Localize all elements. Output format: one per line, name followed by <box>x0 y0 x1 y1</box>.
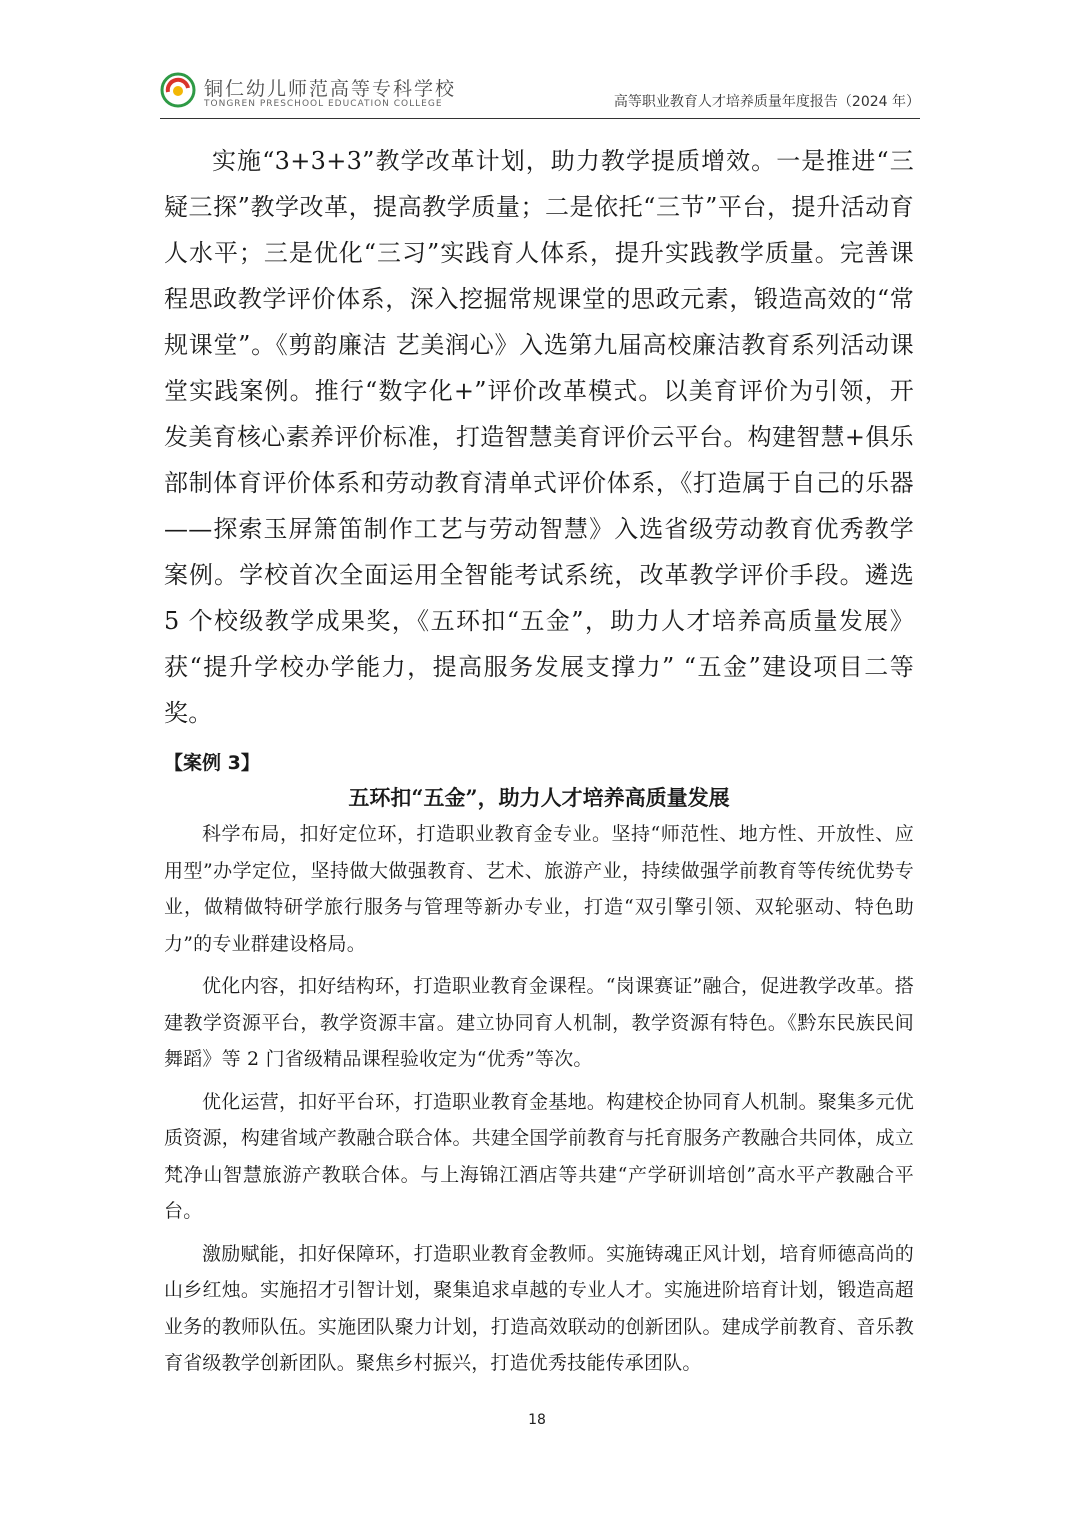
school-name-en: TONGREN PRESCHOOL EDUCATION COLLEGE <box>204 99 443 109</box>
case-paragraph: 优化内容，扣好结构环，打造职业教育金课程。“岗课赛证”融合，促进教学改革。搭建教学资源平台，教学资源丰富。建立协同育人机制，教学资源有特色。《黔东民族民间舞蹈》等 2 门省级精品课程验收定为“优秀”等次。 <box>164 975 914 1070</box>
main-body <box>164 138 914 736</box>
school-name-cn: 铜仁幼儿师范高等专科学校 <box>204 78 457 100</box>
case-body <box>164 816 914 1388</box>
page-header <box>160 70 920 119</box>
case-title: 五环扣“五金”，助力人才培养高质量发展 <box>348 785 730 810</box>
case-label: 【案例 3】 <box>164 752 260 774</box>
case-paragraph: 优化运营，扣好平台环，打造职业教育金基地。构建校企协同育人机制。聚集多元优质资源，构建省域产教融合联合体。共建全国学前教育与托育服务产教融合共同体，成立梵净山智慧旅游产教联合体。与上海锦江酒店等共建“产学研训培创”高水平产教融合平台。 <box>164 1090 914 1222</box>
case-paragraph: 激励赋能，扣好保障环，打造职业教育金教师。实施铸魂正风计划，培育师德高尚的山乡红烛。实施招才引智计划，聚集追求卓越的专业人才。实施进阶培育计划，锻造高超业务的教师队伍。实施团队聚力计划，打造高效联动的创新团队。建成学前教育、音乐教育省级教学创新团队。聚焦乡村振兴，打造优秀技能传承团队。 <box>164 1242 914 1374</box>
school-logo-icon <box>160 72 196 108</box>
page-number: 18 <box>528 1412 546 1428</box>
case-paragraph: 科学布局，扣好定位环，打造职业教育金专业。坚持“师范性、地方性、开放性、应用型”办学定位，坚持做大做强教育、艺术、旅游产业，持续做强学前教育等传统优势专业，做精做特研学旅行服务与管理等新办专业，打造“双引擎引领、双轮驱动、特色助力”的专业群建设格局。 <box>164 823 914 955</box>
report-title: 高等职业教育人才培养质量年度报告（2024 年） <box>613 94 920 110</box>
body-paragraph: 实施“3+3+3”教学改革计划，助力教学提质增效。一是推进“三疑三探”教学改革，提高教学质量；二是依托“三节”平台，提升活动育人水平；三是优化“三习”实践育人体系，提升实践教学质量。完善课程思政教学评价体系，深入挖掘常规课堂的思政元素，锻造高效的“常规课堂”。《剪韵廉洁 艺美润心》入选第九届高校廉洁教育系列活动课堂实践案例。推行“数字化+”评价改革模式。以美育评价为引领，开发美育核心素养评价标准，打造智慧美育评价云平台。构建智慧+俱乐部制体育评价体系和劳动教育清单式评价体系，《打造属于自己的乐器——探索玉屏箫笛制作工艺与劳动智慧》入选省级劳动教育优秀教学案例。学校首次全面运用全智能考试系统，改革教学评价手段。遴选 5 个校级教学成果奖，《五环扣“五金”，助力人才培养高质量发展》获“提升学校办学能力，提高服务发展支撑力” “五金”建设项目二等奖。 <box>164 147 914 727</box>
